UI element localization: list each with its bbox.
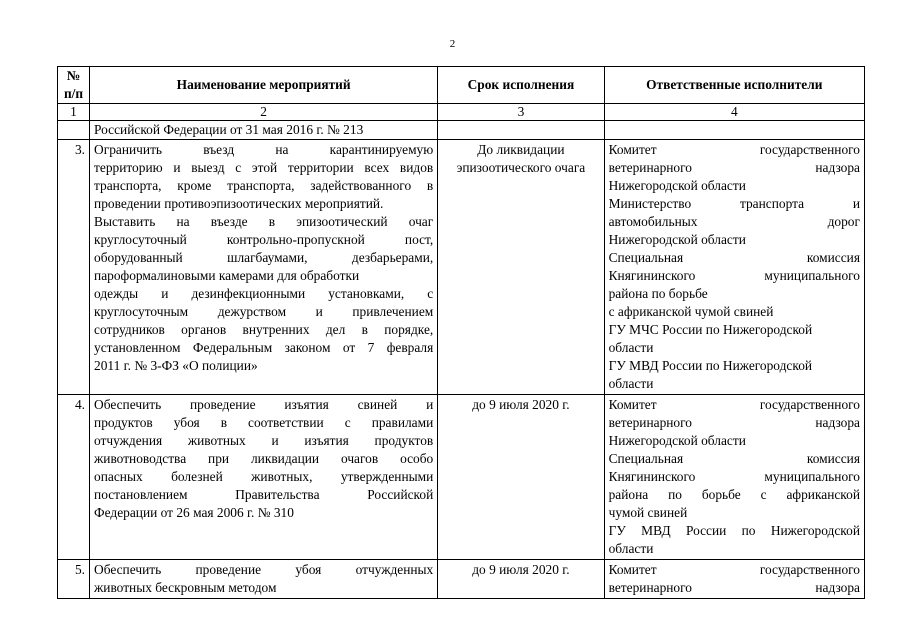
responsible-line: Комитет государственного — [608, 142, 860, 157]
table-header-row — [58, 67, 865, 104]
text-line: круглосуточным дежурством и привлечением — [94, 304, 434, 319]
responsible-line: ветеринарного надзора — [608, 415, 860, 430]
text-line: оборудованный шлагбаумами, дезбарьерами, — [94, 250, 434, 265]
responsible-line: автомобильных дорог — [608, 214, 860, 229]
continuation-text: Российской Федерации от 31 мая 2016 г. № 213 — [90, 121, 438, 140]
text-line: сотрудников органов внутренних дел в порядке, — [94, 322, 434, 337]
measure-text — [90, 140, 438, 395]
responsible-line: ветеринарного надзора — [608, 160, 860, 175]
responsible-line: чумой свиней — [608, 505, 688, 520]
text-line: транспорта, кроме транспорта, задействованного в — [94, 178, 434, 193]
responsible-line: Нижегородской области — [608, 433, 746, 448]
measure-text — [90, 560, 438, 599]
responsible-list — [604, 395, 864, 560]
text-line: территорию и выезд с этой территории всех видов — [94, 160, 434, 175]
text-line: животных бескровным методом — [94, 580, 277, 595]
responsible-line: ГУ МВД России по Нижегородской — [608, 523, 860, 538]
table-row — [58, 395, 865, 560]
continuation-row — [58, 121, 865, 140]
page-number: 2 — [449, 38, 456, 50]
responsible-line: района по борьбе с африканской — [608, 487, 860, 502]
responsible-line: ГУ МВД России по Нижегородской — [608, 358, 813, 373]
text-line: установленном Федеральным законом от 7 февраля — [94, 340, 434, 355]
row-number: 5. — [58, 560, 90, 599]
text-line: проведении противоэпизоотических мероприятий. — [94, 196, 384, 211]
responsible-line: области — [608, 541, 654, 556]
responsible-line: ветеринарного надзора — [608, 580, 860, 595]
text-line: Обеспечить проведение изъятия свиней и — [94, 397, 434, 412]
responsible-line: с африканской чумой свиней — [608, 304, 774, 319]
responsible-line: области — [608, 340, 654, 355]
text-line: 2011 г. № 3-ФЗ «О полиции» — [94, 358, 258, 373]
column-number: 2 — [90, 104, 438, 121]
responsible-list — [604, 140, 864, 395]
responsible-line: Княгининского муниципального — [608, 469, 860, 484]
text-line: Обеспечить проведение убоя отчужденных — [94, 562, 434, 577]
responsible-line: Министерство транспорта и — [608, 196, 860, 211]
deadline: до 9 июля 2020 г. — [438, 560, 604, 599]
responsible-line: Нижегородской области — [608, 178, 746, 193]
text-line: продуктов убоя в соответствии с правилами — [94, 415, 434, 430]
responsible-line: ГУ МЧС России по Нижегородской — [608, 322, 813, 337]
text-line: Ограничить въезд на карантинируемую — [94, 142, 434, 157]
measure-text — [90, 395, 438, 560]
responsible-line: Специальная комиссия — [608, 451, 860, 466]
table-row — [58, 140, 865, 395]
row-number: 3. — [58, 140, 90, 395]
header-measure-name: Наименование мероприятий — [90, 67, 438, 104]
header-responsible: Ответственные исполнители — [604, 67, 864, 104]
responsible-line: Специальная комиссия — [608, 250, 860, 265]
header-deadline: Срок исполнения — [438, 67, 604, 104]
measures-table — [57, 66, 865, 599]
responsible-line: Комитет государственного — [608, 397, 860, 412]
header-number: № п/п — [58, 67, 90, 104]
responsible-line: района по борьбе — [608, 286, 708, 301]
column-number: 4 — [604, 104, 864, 121]
deadline: До ликвидации эпизоотического очага — [438, 140, 604, 395]
responsible-list — [604, 560, 864, 599]
text-line: одежды и дезинфекционными установками, с — [94, 286, 434, 301]
text-line: отчуждения животных и изъятия продуктов — [94, 433, 434, 448]
responsible-line: Княгининского муниципального — [608, 268, 860, 283]
text-line: опасных болезней животных, утвержденными — [94, 469, 434, 484]
deadline: до 9 июля 2020 г. — [438, 395, 604, 560]
column-number: 3 — [438, 104, 604, 121]
text-line: Выставить на въезде в эпизоотический очаг — [94, 214, 434, 229]
responsible-line: Нижегородской области — [608, 232, 746, 247]
responsible-line: Комитет государственного — [608, 562, 860, 577]
table-row — [58, 560, 865, 599]
text-line: животноводства при ликвидации очагов особо — [94, 451, 434, 466]
text-line: постановлением Правительства Российской — [94, 487, 434, 502]
text-line: Федерации от 26 мая 2006 г. № 310 — [94, 505, 294, 520]
text-line: круглосуточный контрольно-пропускной пост, — [94, 232, 434, 247]
column-number-row — [58, 104, 865, 121]
column-number: 1 — [58, 104, 90, 121]
text-line: пароформалиновыми камерами для обработки — [94, 268, 360, 283]
responsible-line: области — [608, 376, 654, 391]
row-number: 4. — [58, 395, 90, 560]
